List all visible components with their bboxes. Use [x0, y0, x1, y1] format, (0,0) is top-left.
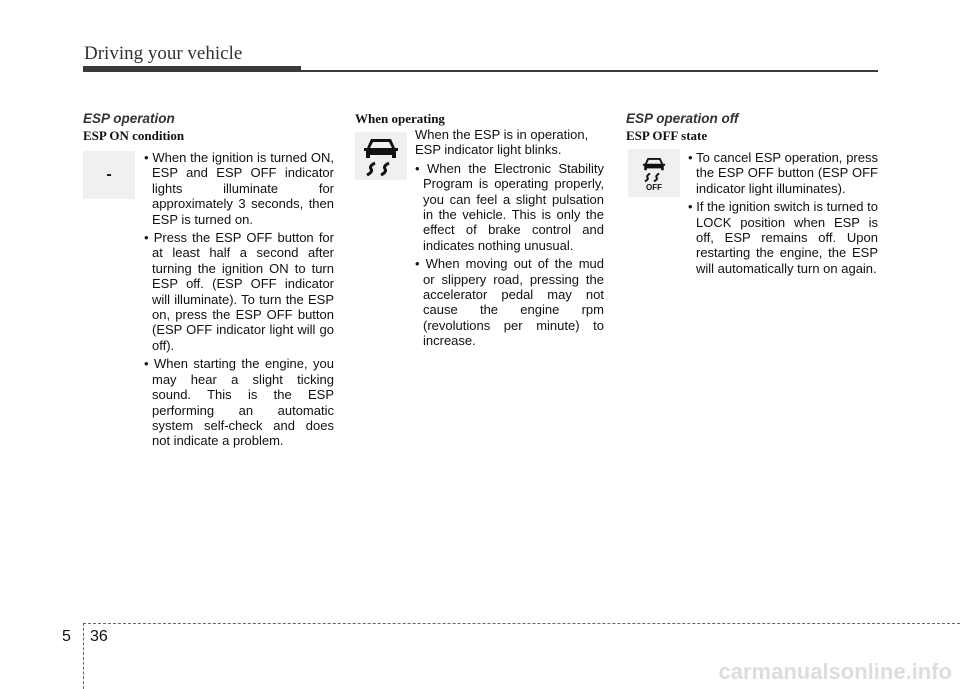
when-operating-text — [415, 127, 604, 352]
list-item: • When starting the engine, you may hear a slight ticking sound. This is the ESP performing an automatic system self-check and does not indicate a problem. — [144, 356, 334, 448]
list-item: • If the ignition switch is turned to LOCK position when ESP is off, ESP remains off. Upon restarting the engine, the ESP will automatically turn on again. — [688, 199, 878, 276]
page-number: 36 — [90, 628, 108, 645]
list-item: • To cancel ESP operation, press the ESP OFF button (ESP OFF indicator light illuminates). — [688, 150, 878, 196]
esp-on-list — [144, 150, 334, 452]
subheading-when-operating: When operating — [355, 111, 445, 126]
intro-text: When the ESP is in operation, ESP indicator light blinks. — [415, 127, 589, 158]
list-item: • Press the ESP OFF button for at least half a second after turning the ignition ON to turn ESP off. (ESP OFF indicator will illuminate). To turn the ESP on, press the ESP OFF button (ESP OFF indicator light will go off). — [144, 230, 334, 353]
list-item: • When the Electronic Stability Program is operating properly, you can feel a slight pulsation in the vehicle. This is only the effect of brake control and indicates nothing unusual. — [415, 161, 604, 253]
icon-placeholder-text: - — [106, 166, 112, 183]
subheading-esp-off: ESP OFF state — [626, 128, 708, 143]
heading-esp-operation: ESP operation — [83, 111, 175, 126]
list-item: • When moving out of the mud or slippery road, pressing the accelerator pedal may not cause the engine rpm (revolutions per minute) to increase. — [415, 256, 604, 348]
esp-off-indicator-icon — [628, 149, 680, 197]
watermark: carmanualsonline.info — [718, 659, 952, 684]
footer-divider — [83, 623, 960, 624]
esp-off-list — [688, 150, 878, 279]
list-item: • When the ignition is turned ON, ESP and ESP OFF indicator lights illuminate for approximately 3 seconds, then ESP is turned on. — [144, 150, 334, 227]
esp-indicator-icon — [355, 132, 407, 180]
indicator-placeholder-icon — [83, 151, 135, 199]
subheading-esp-on: ESP ON condition — [83, 128, 185, 143]
header-rule — [83, 70, 878, 72]
heading-esp-operation-off: ESP operation off — [626, 111, 739, 126]
chapter-number: 5 — [62, 628, 71, 645]
off-label: OFF — [646, 182, 662, 192]
section-title: Driving your vehicle — [84, 43, 243, 64]
footer-vertical-divider — [83, 623, 84, 689]
